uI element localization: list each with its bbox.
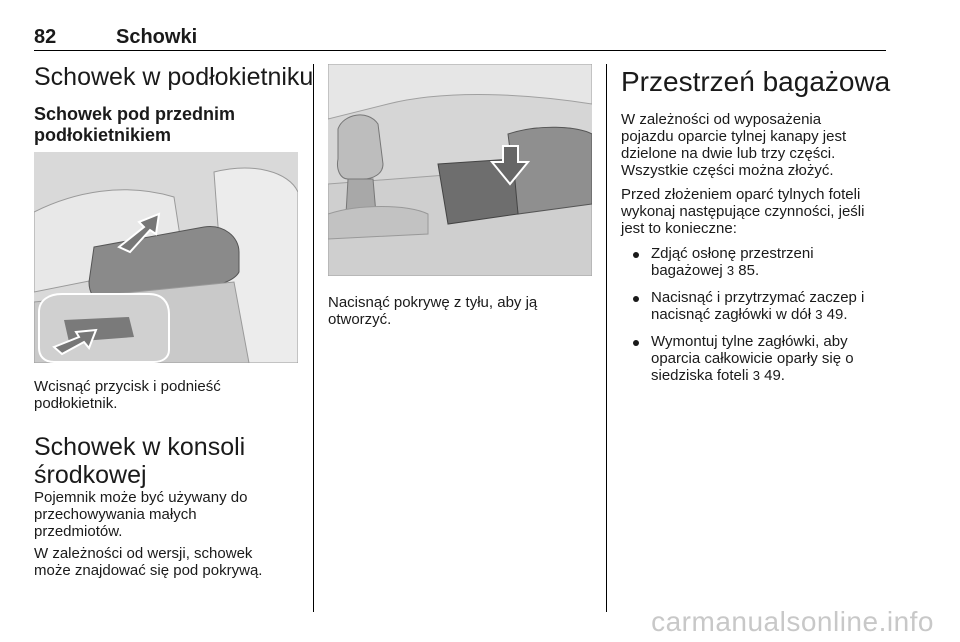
armrest-illustration <box>34 152 298 363</box>
console-illustration <box>328 64 592 276</box>
bullet-2-text: nacisnąć zagłówki w dół <box>651 306 812 323</box>
subheading-line-1: Schowek pod przednim <box>34 104 236 124</box>
para-luggage-line-2: pojazdu oparcie tylnej kanapy jest <box>621 128 847 145</box>
para-console-line-3: przedmiotów. <box>34 523 123 540</box>
cross-reference-icon[interactable]: 3 <box>815 307 823 322</box>
bullet-2-line-2 <box>651 306 848 323</box>
caption-console-line-1: Nacisnąć pokrywę z tyłu, aby ją <box>328 294 538 311</box>
para-luggage-line-1: W zależności od wyposażenia <box>621 111 822 128</box>
cross-reference-icon[interactable]: 3 <box>752 368 760 383</box>
bullet-dot <box>633 296 639 302</box>
para-console2-line-1: W zależności od wersji, schowek <box>34 545 253 562</box>
watermark: carmanualsonline.info <box>651 606 934 637</box>
bullet-3-line-1: Wymontuj tylne zagłówki, aby <box>651 333 848 350</box>
page-reference[interactable]: 49. <box>764 367 785 384</box>
section-title: Schowki <box>116 26 198 48</box>
header-rule <box>34 50 886 51</box>
page-reference[interactable]: 85. <box>738 262 760 279</box>
console-drawing <box>328 64 592 276</box>
heading-armrest-storage: Schowek w podłokietniku <box>34 63 314 91</box>
para-luggage-line-3: dzielone na dwie lub trzy części. <box>621 145 836 162</box>
para-before-fold-line-1: Przed złożeniem oparć tylnych foteli <box>621 186 861 203</box>
column-divider-2 <box>606 64 607 612</box>
para-luggage-line-4: Wszystkie części można złożyć. <box>621 162 834 179</box>
para-before-fold-line-2: wykonaj następujące czynności, jeśli <box>621 203 865 220</box>
bullet-3-text: siedziska foteli <box>651 367 749 384</box>
caption-console-line-2: otworzyć. <box>328 311 392 328</box>
bullet-1-line-1: Zdjąć osłonę przestrzeni <box>651 245 814 262</box>
bullet-dot <box>633 252 639 258</box>
cross-reference-icon[interactable]: 3 <box>726 263 735 278</box>
column-divider-1 <box>313 64 314 612</box>
para-before-fold-line-3: jest to konieczne: <box>621 220 737 237</box>
bullet-3-line-3 <box>651 367 785 384</box>
bullet-dot <box>633 340 639 346</box>
heading-console-line-2: środkowej <box>34 461 147 489</box>
page-number: 82 <box>34 26 57 48</box>
heading-console-line-1: Schowek w konsoli <box>34 433 246 461</box>
para-console-line-2: przechowywania małych <box>34 506 197 523</box>
para-console-line-1: Pojemnik może być używany do <box>34 489 248 506</box>
page-reference[interactable]: 49. <box>826 306 848 323</box>
para-console2-line-2: może znajdować się pod pokrywą. <box>34 562 263 579</box>
heading-luggage-space: Przestrzeń bagażowa <box>621 66 891 97</box>
caption-armrest-line-1: Wcisnąć przycisk i podnieść <box>34 378 221 395</box>
bullet-1-line-2 <box>651 262 759 279</box>
caption-armrest-line-2: podłokietnik. <box>34 395 118 412</box>
bullet-3-line-2: oparcia całkowicie oparły się o <box>651 350 854 367</box>
bullet-2-line-1: Nacisnąć i przytrzymać zaczep i <box>651 289 865 306</box>
bullet-1-text: bagażowej <box>651 262 723 279</box>
armrest-drawing <box>34 152 298 363</box>
subheading-line-2: podłokietnikiem <box>34 125 172 145</box>
